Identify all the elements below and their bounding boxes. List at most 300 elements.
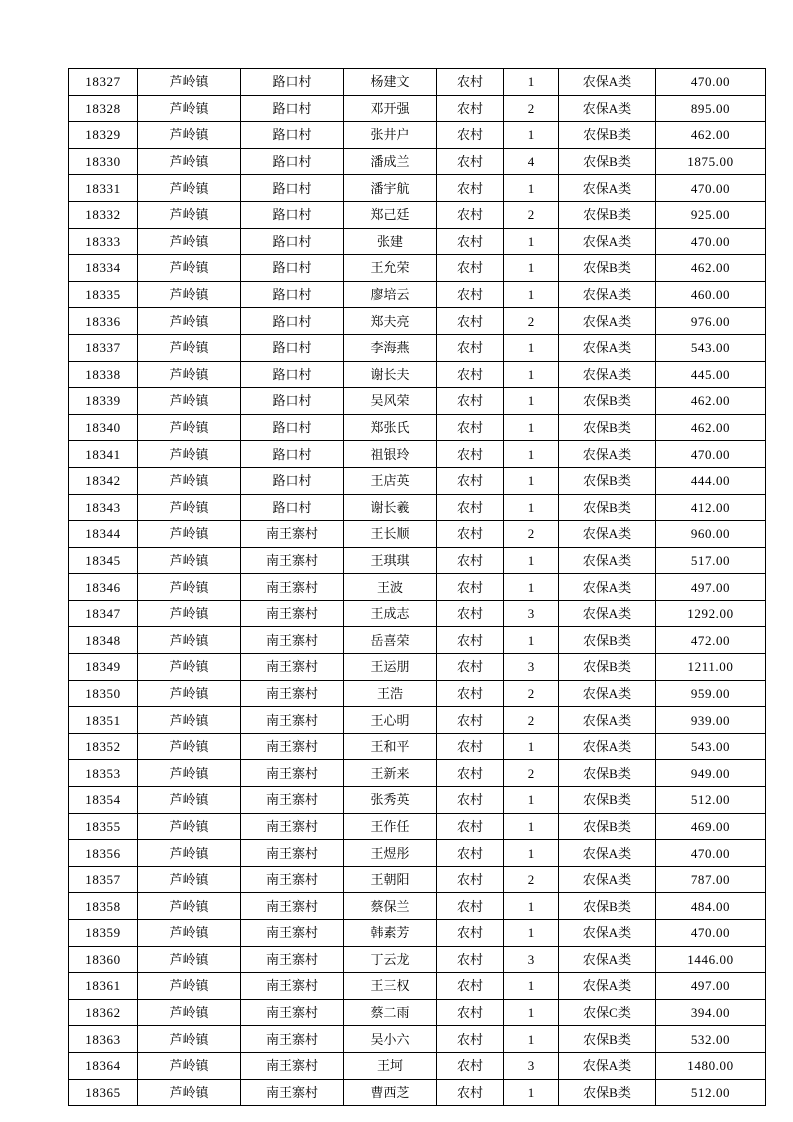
- cell-persons: 2: [504, 707, 559, 734]
- cell-household-type: 农村: [437, 760, 504, 787]
- cell-name: 王坷: [344, 1052, 437, 1079]
- cell-id: 18361: [69, 973, 138, 1000]
- cell-persons: 1: [504, 334, 559, 361]
- cell-town: 芦岭镇: [138, 414, 241, 441]
- table-row: [69, 1026, 766, 1053]
- cell-persons: 1: [504, 893, 559, 920]
- cell-name: 王朝阳: [344, 866, 437, 893]
- cell-id: 18358: [69, 893, 138, 920]
- cell-town: 芦岭镇: [138, 866, 241, 893]
- cell-town: 芦岭镇: [138, 787, 241, 814]
- cell-household-type: 农村: [437, 175, 504, 202]
- cell-category: 农保A类: [559, 946, 656, 973]
- cell-name: 王浩: [344, 680, 437, 707]
- cell-village: 路口村: [241, 255, 344, 282]
- table-row: [69, 733, 766, 760]
- cell-persons: 1: [504, 228, 559, 255]
- cell-name: 蔡二雨: [344, 999, 437, 1026]
- cell-persons: 1: [504, 281, 559, 308]
- cell-village: 南王寨村: [241, 547, 344, 574]
- cell-household-type: 农村: [437, 547, 504, 574]
- table-row: [69, 574, 766, 601]
- cell-village: 南王寨村: [241, 999, 344, 1026]
- cell-name: 王和平: [344, 733, 437, 760]
- table-row: [69, 175, 766, 202]
- cell-household-type: 农村: [437, 95, 504, 122]
- table-row: [69, 201, 766, 228]
- cell-name: 郑己廷: [344, 201, 437, 228]
- cell-village: 南王寨村: [241, 600, 344, 627]
- cell-category: 农保B类: [559, 201, 656, 228]
- cell-town: 芦岭镇: [138, 680, 241, 707]
- cell-household-type: 农村: [437, 521, 504, 548]
- cell-name: 郑张氏: [344, 414, 437, 441]
- cell-name: 王三权: [344, 973, 437, 1000]
- cell-id: 18339: [69, 388, 138, 415]
- cell-category: 农保B类: [559, 787, 656, 814]
- cell-name: 王允荣: [344, 255, 437, 282]
- cell-town: 芦岭镇: [138, 813, 241, 840]
- cell-amount: 543.00: [656, 334, 766, 361]
- cell-village: 南王寨村: [241, 893, 344, 920]
- cell-id: 18349: [69, 654, 138, 681]
- cell-name: 王心明: [344, 707, 437, 734]
- cell-amount: 472.00: [656, 627, 766, 654]
- table-row: [69, 521, 766, 548]
- cell-town: 芦岭镇: [138, 281, 241, 308]
- table-row: [69, 600, 766, 627]
- table-row: [69, 866, 766, 893]
- cell-village: 路口村: [241, 361, 344, 388]
- cell-amount: 470.00: [656, 840, 766, 867]
- cell-persons: 2: [504, 521, 559, 548]
- cell-persons: 1: [504, 574, 559, 601]
- cell-name: 曹西芝: [344, 1079, 437, 1106]
- cell-amount: 460.00: [656, 281, 766, 308]
- cell-id: 18346: [69, 574, 138, 601]
- cell-persons: 4: [504, 148, 559, 175]
- cell-name: 张井户: [344, 122, 437, 149]
- cell-town: 芦岭镇: [138, 973, 241, 1000]
- cell-amount: 532.00: [656, 1026, 766, 1053]
- cell-household-type: 农村: [437, 69, 504, 96]
- cell-village: 南王寨村: [241, 707, 344, 734]
- cell-id: 18331: [69, 175, 138, 202]
- cell-village: 南王寨村: [241, 973, 344, 1000]
- cell-id: 18352: [69, 733, 138, 760]
- table-row: [69, 999, 766, 1026]
- cell-village: 南王寨村: [241, 574, 344, 601]
- table-row: [69, 946, 766, 973]
- table-row: [69, 95, 766, 122]
- cell-category: 农保A类: [559, 175, 656, 202]
- cell-name: 郑夫亮: [344, 308, 437, 335]
- cell-name: 王成志: [344, 600, 437, 627]
- cell-name: 李海燕: [344, 334, 437, 361]
- cell-persons: 1: [504, 255, 559, 282]
- cell-category: 农保B类: [559, 627, 656, 654]
- cell-category: 农保B类: [559, 388, 656, 415]
- cell-household-type: 农村: [437, 122, 504, 149]
- cell-amount: 959.00: [656, 680, 766, 707]
- cell-id: 18360: [69, 946, 138, 973]
- cell-amount: 939.00: [656, 707, 766, 734]
- cell-amount: 1211.00: [656, 654, 766, 681]
- cell-town: 芦岭镇: [138, 1052, 241, 1079]
- cell-persons: 1: [504, 547, 559, 574]
- cell-persons: 1: [504, 1079, 559, 1106]
- table-row: [69, 973, 766, 1000]
- cell-village: 路口村: [241, 69, 344, 96]
- cell-village: 南王寨村: [241, 521, 344, 548]
- cell-persons: 2: [504, 201, 559, 228]
- cell-category: 农保B类: [559, 760, 656, 787]
- cell-town: 芦岭镇: [138, 920, 241, 947]
- cell-household-type: 农村: [437, 414, 504, 441]
- cell-name: 王新来: [344, 760, 437, 787]
- cell-category: 农保A类: [559, 733, 656, 760]
- cell-category: 农保A类: [559, 600, 656, 627]
- cell-village: 南王寨村: [241, 680, 344, 707]
- cell-name: 王店英: [344, 467, 437, 494]
- cell-category: 农保A类: [559, 707, 656, 734]
- cell-household-type: 农村: [437, 627, 504, 654]
- cell-village: 路口村: [241, 441, 344, 468]
- cell-category: 农保A类: [559, 1052, 656, 1079]
- cell-town: 芦岭镇: [138, 760, 241, 787]
- cell-household-type: 农村: [437, 148, 504, 175]
- cell-name: 廖培云: [344, 281, 437, 308]
- table-row: [69, 760, 766, 787]
- cell-household-type: 农村: [437, 654, 504, 681]
- cell-amount: 469.00: [656, 813, 766, 840]
- cell-town: 芦岭镇: [138, 627, 241, 654]
- cell-household-type: 农村: [437, 361, 504, 388]
- cell-persons: 1: [504, 414, 559, 441]
- table-row: [69, 787, 766, 814]
- cell-category: 农保B类: [559, 467, 656, 494]
- cell-village: 南王寨村: [241, 1079, 344, 1106]
- cell-town: 芦岭镇: [138, 361, 241, 388]
- cell-category: 农保A类: [559, 281, 656, 308]
- cell-household-type: 农村: [437, 467, 504, 494]
- cell-id: 18328: [69, 95, 138, 122]
- cell-village: 南王寨村: [241, 1052, 344, 1079]
- cell-town: 芦岭镇: [138, 707, 241, 734]
- cell-id: 18359: [69, 920, 138, 947]
- cell-name: 祖银玲: [344, 441, 437, 468]
- cell-amount: 1292.00: [656, 600, 766, 627]
- cell-amount: 949.00: [656, 760, 766, 787]
- cell-category: 农保B类: [559, 494, 656, 521]
- cell-persons: 1: [504, 494, 559, 521]
- cell-persons: 2: [504, 680, 559, 707]
- cell-household-type: 农村: [437, 574, 504, 601]
- cell-household-type: 农村: [437, 973, 504, 1000]
- cell-amount: 445.00: [656, 361, 766, 388]
- cell-persons: 1: [504, 627, 559, 654]
- cell-id: 18356: [69, 840, 138, 867]
- cell-persons: 2: [504, 760, 559, 787]
- cell-amount: 462.00: [656, 122, 766, 149]
- cell-id: 18351: [69, 707, 138, 734]
- table-row: [69, 707, 766, 734]
- cell-category: 农保A类: [559, 574, 656, 601]
- cell-amount: 462.00: [656, 414, 766, 441]
- cell-household-type: 农村: [437, 1026, 504, 1053]
- cell-id: 18354: [69, 787, 138, 814]
- cell-name: 王波: [344, 574, 437, 601]
- cell-persons: 3: [504, 1052, 559, 1079]
- cell-id: 18333: [69, 228, 138, 255]
- cell-id: 18350: [69, 680, 138, 707]
- cell-household-type: 农村: [437, 920, 504, 947]
- table-row: [69, 361, 766, 388]
- cell-town: 芦岭镇: [138, 494, 241, 521]
- cell-household-type: 农村: [437, 494, 504, 521]
- cell-name: 潘宇航: [344, 175, 437, 202]
- cell-name: 韩素芳: [344, 920, 437, 947]
- cell-household-type: 农村: [437, 255, 504, 282]
- cell-amount: 470.00: [656, 228, 766, 255]
- cell-amount: 470.00: [656, 441, 766, 468]
- cell-town: 芦岭镇: [138, 999, 241, 1026]
- cell-amount: 895.00: [656, 95, 766, 122]
- cell-household-type: 农村: [437, 866, 504, 893]
- cell-persons: 1: [504, 733, 559, 760]
- cell-category: 农保A类: [559, 547, 656, 574]
- cell-amount: 1480.00: [656, 1052, 766, 1079]
- cell-amount: 960.00: [656, 521, 766, 548]
- cell-name: 蔡保兰: [344, 893, 437, 920]
- cell-id: 18330: [69, 148, 138, 175]
- cell-village: 南王寨村: [241, 760, 344, 787]
- table-row: [69, 122, 766, 149]
- table-row: [69, 414, 766, 441]
- cell-persons: 1: [504, 813, 559, 840]
- cell-village: 路口村: [241, 494, 344, 521]
- cell-name: 丁云龙: [344, 946, 437, 973]
- cell-name: 王长顺: [344, 521, 437, 548]
- cell-category: 农保B类: [559, 255, 656, 282]
- cell-category: 农保A类: [559, 441, 656, 468]
- cell-category: 农保B类: [559, 1026, 656, 1053]
- cell-amount: 1446.00: [656, 946, 766, 973]
- cell-category: 农保B类: [559, 148, 656, 175]
- cell-household-type: 农村: [437, 201, 504, 228]
- table-row: [69, 840, 766, 867]
- cell-name: 张建: [344, 228, 437, 255]
- cell-town: 芦岭镇: [138, 893, 241, 920]
- cell-id: 18355: [69, 813, 138, 840]
- table-body: [69, 69, 766, 1106]
- cell-persons: 3: [504, 946, 559, 973]
- cell-persons: 3: [504, 600, 559, 627]
- table-row: [69, 1079, 766, 1106]
- cell-village: 路口村: [241, 281, 344, 308]
- cell-household-type: 农村: [437, 281, 504, 308]
- cell-amount: 976.00: [656, 308, 766, 335]
- cell-amount: 497.00: [656, 574, 766, 601]
- cell-id: 18364: [69, 1052, 138, 1079]
- cell-name: 王煜彤: [344, 840, 437, 867]
- cell-village: 路口村: [241, 175, 344, 202]
- cell-household-type: 农村: [437, 228, 504, 255]
- cell-category: 农保C类: [559, 999, 656, 1026]
- table-row: [69, 654, 766, 681]
- cell-town: 芦岭镇: [138, 201, 241, 228]
- cell-id: 18353: [69, 760, 138, 787]
- table-row: [69, 281, 766, 308]
- cell-town: 芦岭镇: [138, 467, 241, 494]
- cell-town: 芦岭镇: [138, 255, 241, 282]
- cell-category: 农保B类: [559, 1079, 656, 1106]
- cell-village: 路口村: [241, 467, 344, 494]
- table-row: [69, 69, 766, 96]
- cell-household-type: 农村: [437, 733, 504, 760]
- cell-persons: 1: [504, 441, 559, 468]
- cell-persons: 1: [504, 920, 559, 947]
- cell-amount: 470.00: [656, 175, 766, 202]
- cell-category: 农保B类: [559, 893, 656, 920]
- cell-name: 吴小六: [344, 1026, 437, 1053]
- cell-household-type: 农村: [437, 787, 504, 814]
- cell-amount: 412.00: [656, 494, 766, 521]
- cell-household-type: 农村: [437, 840, 504, 867]
- cell-amount: 497.00: [656, 973, 766, 1000]
- cell-town: 芦岭镇: [138, 946, 241, 973]
- cell-village: 南王寨村: [241, 627, 344, 654]
- cell-amount: 517.00: [656, 547, 766, 574]
- cell-town: 芦岭镇: [138, 600, 241, 627]
- cell-category: 农保A类: [559, 69, 656, 96]
- cell-village: 路口村: [241, 414, 344, 441]
- cell-category: 农保A类: [559, 866, 656, 893]
- cell-town: 芦岭镇: [138, 654, 241, 681]
- cell-village: 南王寨村: [241, 840, 344, 867]
- cell-village: 南王寨村: [241, 787, 344, 814]
- cell-household-type: 农村: [437, 707, 504, 734]
- cell-name: 谢长羲: [344, 494, 437, 521]
- cell-category: 农保B类: [559, 813, 656, 840]
- cell-town: 芦岭镇: [138, 574, 241, 601]
- cell-village: 南王寨村: [241, 654, 344, 681]
- cell-village: 南王寨村: [241, 813, 344, 840]
- table-row: [69, 228, 766, 255]
- cell-id: 18357: [69, 866, 138, 893]
- cell-persons: 1: [504, 122, 559, 149]
- cell-category: 农保A类: [559, 973, 656, 1000]
- table-row: [69, 680, 766, 707]
- cell-id: 18332: [69, 201, 138, 228]
- cell-persons: 1: [504, 973, 559, 1000]
- table-row: [69, 494, 766, 521]
- cell-village: 路口村: [241, 122, 344, 149]
- cell-id: 18335: [69, 281, 138, 308]
- cell-household-type: 农村: [437, 600, 504, 627]
- cell-household-type: 农村: [437, 308, 504, 335]
- cell-id: 18337: [69, 334, 138, 361]
- cell-amount: 543.00: [656, 733, 766, 760]
- cell-household-type: 农村: [437, 441, 504, 468]
- table-row: [69, 308, 766, 335]
- table-row: [69, 893, 766, 920]
- cell-category: 农保A类: [559, 920, 656, 947]
- cell-persons: 1: [504, 840, 559, 867]
- cell-town: 芦岭镇: [138, 1026, 241, 1053]
- cell-id: 18342: [69, 467, 138, 494]
- cell-amount: 470.00: [656, 920, 766, 947]
- cell-id: 18327: [69, 69, 138, 96]
- cell-persons: 1: [504, 388, 559, 415]
- cell-name: 王作任: [344, 813, 437, 840]
- cell-village: 南王寨村: [241, 1026, 344, 1053]
- cell-town: 芦岭镇: [138, 840, 241, 867]
- cell-name: 张秀英: [344, 787, 437, 814]
- cell-name: 谢长夫: [344, 361, 437, 388]
- cell-category: 农保A类: [559, 361, 656, 388]
- cell-amount: 1875.00: [656, 148, 766, 175]
- cell-household-type: 农村: [437, 388, 504, 415]
- cell-persons: 1: [504, 467, 559, 494]
- cell-household-type: 农村: [437, 999, 504, 1026]
- cell-amount: 462.00: [656, 255, 766, 282]
- cell-village: 南王寨村: [241, 866, 344, 893]
- table-row: [69, 547, 766, 574]
- cell-amount: 470.00: [656, 69, 766, 96]
- table-row: [69, 148, 766, 175]
- table-row: [69, 1052, 766, 1079]
- cell-id: 18343: [69, 494, 138, 521]
- cell-persons: 1: [504, 1026, 559, 1053]
- cell-household-type: 农村: [437, 1079, 504, 1106]
- cell-persons: 1: [504, 999, 559, 1026]
- cell-town: 芦岭镇: [138, 388, 241, 415]
- cell-category: 农保A类: [559, 680, 656, 707]
- cell-village: 路口村: [241, 308, 344, 335]
- cell-category: 农保A类: [559, 95, 656, 122]
- beneficiary-table: [68, 68, 766, 1106]
- cell-town: 芦岭镇: [138, 441, 241, 468]
- cell-village: 路口村: [241, 334, 344, 361]
- cell-persons: 2: [504, 866, 559, 893]
- cell-household-type: 农村: [437, 946, 504, 973]
- cell-town: 芦岭镇: [138, 122, 241, 149]
- cell-town: 芦岭镇: [138, 1079, 241, 1106]
- cell-amount: 787.00: [656, 866, 766, 893]
- cell-name: 王琪琪: [344, 547, 437, 574]
- table-row: [69, 255, 766, 282]
- cell-category: 农保B类: [559, 414, 656, 441]
- cell-town: 芦岭镇: [138, 547, 241, 574]
- cell-id: 18334: [69, 255, 138, 282]
- cell-village: 路口村: [241, 201, 344, 228]
- cell-category: 农保A类: [559, 308, 656, 335]
- cell-persons: 1: [504, 361, 559, 388]
- cell-town: 芦岭镇: [138, 521, 241, 548]
- cell-category: 农保A类: [559, 521, 656, 548]
- cell-name: 吴风荣: [344, 388, 437, 415]
- table-row: [69, 388, 766, 415]
- cell-village: 路口村: [241, 228, 344, 255]
- cell-town: 芦岭镇: [138, 95, 241, 122]
- cell-town: 芦岭镇: [138, 733, 241, 760]
- cell-id: 18338: [69, 361, 138, 388]
- cell-household-type: 农村: [437, 680, 504, 707]
- table-row: [69, 813, 766, 840]
- cell-household-type: 农村: [437, 813, 504, 840]
- cell-persons: 1: [504, 175, 559, 202]
